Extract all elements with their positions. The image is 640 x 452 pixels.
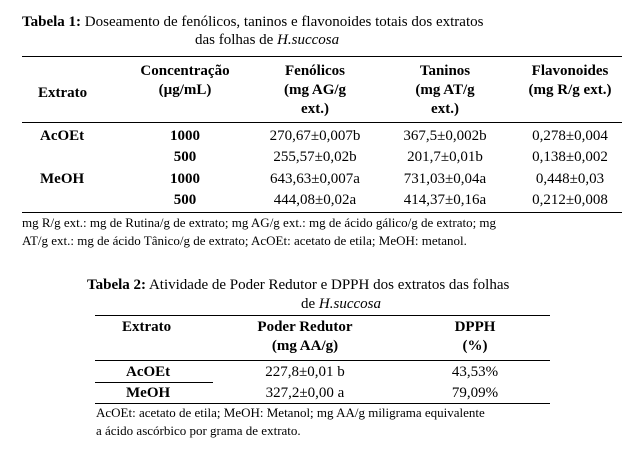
- table1-caption-line2-text: das folhas de: [195, 32, 278, 48]
- table1-top-rule: [22, 56, 622, 57]
- table1-row2-fenolicos: 255,57±0,02b: [273, 149, 357, 165]
- table1-caption-line2: [195, 31, 339, 49]
- table1-header-fenolicos-line3: ext.): [301, 101, 329, 117]
- table2-caption-species: H.succosa: [318, 296, 381, 312]
- table1-row3-taninos: 731,03±0,04a: [403, 171, 487, 187]
- table2-caption-line2: [301, 295, 381, 313]
- table2-header-poder-redutor: [230, 318, 380, 356]
- table2-header-dpph-line1: DPPH: [454, 319, 496, 335]
- table2-row1-dpph: 43,53%: [451, 364, 499, 380]
- table1-header-flavonoides-line2: (mg R/g ext.): [528, 82, 612, 98]
- table1-header-taninos-line2: (mg AT/g: [415, 82, 475, 98]
- table1-caption-line1: [22, 13, 483, 31]
- table1-row3-extrato: MeOH: [40, 171, 85, 187]
- table1-row1-fenolicos: 270,67±0,007b: [269, 128, 361, 144]
- table1-footnote: [22, 214, 496, 250]
- table1-row2-taninos: 201,7±0,01b: [407, 149, 483, 165]
- table1-header-concentracao-line1: Concentração: [140, 63, 230, 79]
- table1-header-flavonoides: [505, 62, 635, 100]
- table2-header-poder-redutor-line2: (mg AA/g): [271, 338, 339, 354]
- table2-row2-dpph: 79,09%: [451, 385, 499, 401]
- table1-caption-species: H.succosa: [277, 32, 340, 48]
- table2-row-separator: [95, 382, 213, 383]
- table2-header-extrato: Extrato: [122, 319, 172, 335]
- table1-header-concentracao-line2: (µg/mL): [158, 82, 212, 98]
- table1-row4-taninos: 414,37±0,16a: [403, 192, 487, 208]
- table2-caption-text: Atividade de Poder Redutor e DPPH dos extratos das folhas: [146, 277, 510, 293]
- table1-header-rule: [22, 122, 622, 123]
- table1-row1-taninos: 367,5±0,002b: [403, 128, 487, 144]
- table1-row3-flavonoides: 0,448±0,03: [535, 171, 605, 187]
- table2-caption-line2-text: de: [301, 296, 319, 312]
- table2-header-dpph-line2: (%): [462, 338, 488, 354]
- table1-row4-flavonoides: 0,212±0,008: [532, 192, 608, 208]
- table2-footnote-line2: a ácido ascórbico por grama de extrato.: [96, 423, 301, 438]
- table1-header-taninos-line1: Taninos: [419, 63, 471, 79]
- table2-caption-line1: [87, 276, 509, 294]
- table2-row1-extrato: AcOEt: [126, 364, 171, 380]
- table1-header-taninos: [385, 62, 505, 119]
- table1-row2-flavonoides: 0,138±0,002: [532, 149, 608, 165]
- table1-header-fenolicos-line1: Fenólicos: [285, 63, 345, 79]
- table2-header-dpph: [430, 318, 520, 356]
- table1-row1-concentracao: 1000: [170, 128, 200, 144]
- table1-bottom-rule: [22, 212, 622, 213]
- table1-row3-fenolicos: 643,63±0,007a: [270, 171, 360, 187]
- table2-row2-poder-redutor: 327,2±0,00 a: [265, 385, 345, 401]
- table1-header-taninos-line3: ext.): [431, 101, 459, 117]
- table1-row4-concentracao: 500: [173, 192, 197, 208]
- table1-header-fenolicos: [255, 62, 375, 119]
- table2-caption-label: Tabela 2:: [87, 277, 147, 293]
- table1-header-fenolicos-line2: (mg AG/g: [283, 82, 347, 98]
- table1-row2-concentracao: 500: [173, 149, 197, 165]
- table1-row1-extrato: AcOEt: [40, 128, 85, 144]
- table1-caption-label: Tabela 1:: [22, 14, 82, 30]
- table1-row1-flavonoides: 0,278±0,004: [532, 128, 608, 144]
- table1-header-concentracao: [125, 62, 245, 100]
- table1-row4-fenolicos: 444,08±0,02a: [273, 192, 357, 208]
- table2-header-rule: [95, 360, 550, 361]
- table1-header-extrato: Extrato: [38, 85, 88, 101]
- table2-footnote: [96, 404, 485, 440]
- table1-footnote-line2: AT/g ext.: mg de ácido Tânico/g de extrato; AcOEt: acetato de etila; MeOH: metanol.: [22, 233, 467, 248]
- table2-footnote-line1: AcOEt: acetato de etila; MeOH: Metanol; mg AA/g miligrama equivalente: [96, 405, 485, 420]
- table1-caption-text: Doseamento de fenólicos, taninos e flavonoides totais dos extratos: [81, 14, 484, 30]
- table1-row3-concentracao: 1000: [170, 171, 200, 187]
- table1-footnote-line1: mg R/g ext.: mg de Rutina/g de extrato; mg AG/g ext.: mg de ácido gálico/g de extrato; mg: [22, 215, 497, 230]
- table2-row2-extrato: MeOH: [126, 385, 171, 401]
- table2-top-rule: [95, 315, 550, 316]
- table2-row1-poder-redutor: 227,8±0,01 b: [265, 364, 345, 380]
- table1-header-flavonoides-line1: Flavonoides: [531, 63, 609, 79]
- table2-header-poder-redutor-line1: Poder Redutor: [257, 319, 353, 335]
